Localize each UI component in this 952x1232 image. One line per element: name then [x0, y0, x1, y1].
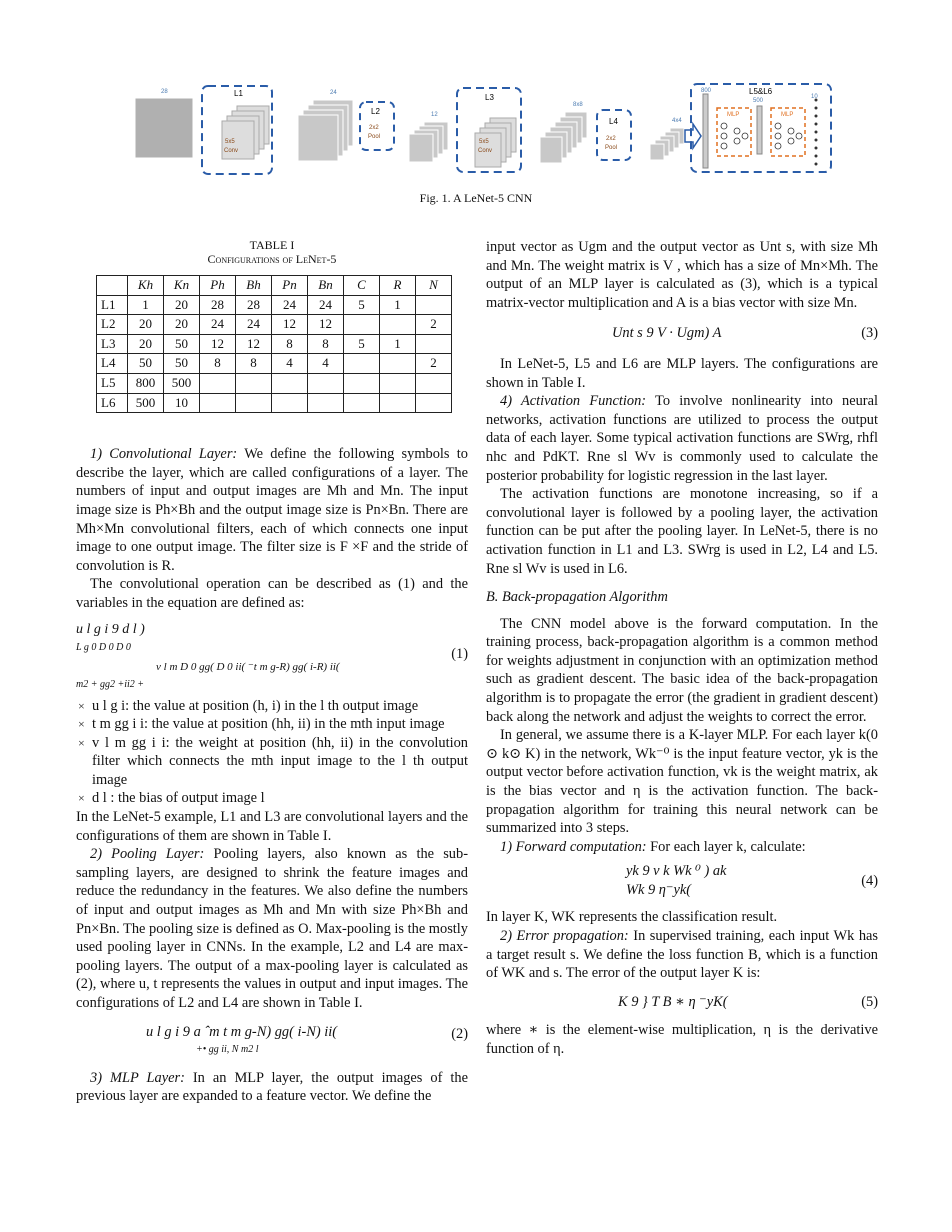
table-header-row: Kh Kn Ph Bh Pn Bn C R N [97, 276, 452, 296]
mlp-paragraph-1: 3) MLP Layer: In an MLP layer, the output images of the previous layer are expanded to a feature vector. We define the [76, 1069, 468, 1105]
l3-label: L3 [485, 93, 494, 102]
activation-paragraph-1: 4) Activation Function: To involve nonlinearity into neural networks, activation functions are utilized to process the output data of each layer. Some typical activation functions are SWrg, rhfl nhc and PdKT. Rne sl Wv is commonly used to calculate the posterior probability for logistic regression in the last layer. [486, 393, 878, 484]
forward-paragraph: 1) Forward computation: For each layer k, calculate: [500, 838, 806, 855]
right-column [486, 238, 878, 1059]
svg-text:2x2: 2x2 [606, 136, 616, 142]
conv-paragraph-2: The convolutional operation can be described as (1) and the variables in the equation are defined as: [76, 576, 468, 611]
forward-heading: 1) Forward computation: [500, 838, 647, 855]
svg-text:MLP: MLP [781, 112, 794, 118]
definition-list [76, 697, 468, 809]
activation-heading: 4) Activation Function: [500, 393, 647, 410]
svg-text:MLP: MLP [727, 112, 740, 118]
backprop-section-heading: B. Back-propagation Algorithm [486, 589, 668, 606]
input-image [135, 98, 193, 158]
conv-paragraph-3: In the LeNet-5 example, L1 and L3 are convolutional layers and the configurations of them are shown in Table I. [76, 809, 468, 844]
svg-text:500: 500 [753, 98, 764, 104]
equation-1: u l g i 9 d l ) L g 0 D 0 D 0 v l m D 0 gg( D 0 ii( ⁻t m g‑R) gg( i‑R) ii( m2 + gg2 +ii2 + (1) [76, 621, 468, 691]
mlp-paragraph-2: input vector as Ugm and the output vector as Unt s, with size Mh and Mn. The weight matrix is V , which has a size of Mn×Mh. The output of an MLP layer is calculated as (3), which is a typical matrix-vector multiplication and A is a bias vector with size Mn. [486, 239, 878, 311]
label-8x8: 8x8 [573, 102, 583, 108]
equation-5: K 9 } T B ∗ η ⁻yK( (5) [618, 993, 878, 1010]
svg-text:Pool: Pool [605, 145, 618, 151]
table-caption: TABLE I [249, 238, 295, 252]
conv-heading: 1) Convolutional Layer: [90, 446, 238, 463]
activation-paragraph-2: The activation functions are monotone increasing, so if a convolutional layer is followed by a pooling layer, the activation function can be put after the pooling layer. In LeNet-5, there is no activation function in L1 and L3. SWrg is used in L2, L4 and L5. Rne sl Wv is used in L6. [486, 486, 878, 577]
table-row: L3 20 50 12 12 8 8 5 1 [97, 334, 452, 354]
table-subtitle: Configurations of LeNet-5 [207, 252, 337, 266]
left-column [76, 238, 468, 1106]
backprop-paragraph-2: In general, we assume there is a K-layer MLP. For each layer k(0 ⊙ k⊙ K) in the network, Wk⁻⁰ is the input feature vector, yk is the output vector before activation function, vk is the weight matrix, ak is the bias vector and η is the activation function. The back-propagation algorithm for training this neural network can be summarized into 3 steps. [486, 727, 878, 837]
label-28: 28 [161, 89, 168, 95]
svg-text:Pool: Pool [368, 134, 381, 140]
backprop-paragraph-1: The CNN model above is the forward computation. In the training process, back-propagation algorithm is a common method for weights adjustment in conjunction with an optimization method such as gradient descent. The basic idea of the back-propagation algorithm is to propagate the error (the gradient in gradient descent) back along the network and adjust the weights to correct the error. [486, 615, 878, 725]
label-24: 24 [330, 90, 337, 96]
pool-heading: 2) Pooling Layer: [90, 846, 205, 863]
table-row: L4 50 50 8 8 4 4 2 [97, 354, 452, 374]
l56-label: L5&L6 [749, 87, 773, 96]
equation-4: yk 9 v k Wk ⁰ ) ak Wk 9 η⁻yk( (4) [626, 863, 878, 898]
error-paragraph-2: where ∗ is the element-wise multiplication, η is the derivative function of η. [486, 1022, 878, 1057]
list-item: × t m gg i i: the value at position (hh, ii) in the mth input image [92, 715, 468, 734]
figure-caption: Fig. 1. A LeNet-5 CNN [419, 191, 533, 205]
svg-text:Conv: Conv [224, 148, 239, 154]
list-item: × u l g i: the value at position (h, i) in the l th output image [92, 697, 468, 716]
l4-label: L4 [609, 117, 618, 126]
table-row: L2 20 20 24 24 12 12 2 [97, 315, 452, 335]
pool-paragraph: 2) Pooling Layer: Pooling layers, also known as the sub-sampling layers, are designed to shrink the feature images and reduce the redundancy in the features. We also define the numbers of input and output images as Mh and Mn with size Ph×Bh and Pn×Bn. The pooling size is defined as O. Max-pooling is the mostly used pooling layer in CNNs. In the example, L2 and L4 are max-pooling layers. The output of a max-pooling layer is calculated as (2), where u, t represents the values in output and input images. The configurations of L2 and L4 are shown in Table I. [76, 846, 468, 1011]
list-item: × v l m gg i i: the weight at position (hh, ii) in the convolution filter which connects the mth input image to the l th output image [92, 734, 468, 790]
list-item: × d l : the bias of output image l [92, 789, 468, 808]
lenet-figure [125, 78, 835, 178]
error-paragraph-1: 2) Error propagation: In supervised training, each input Wk has a target result s. We define the loss function B, which is a function of WK and s. The error of the output layer K is: [486, 928, 879, 982]
forward-paragraph-2: In layer K, WK represents the classification result. [486, 909, 778, 926]
l2-label: L2 [371, 107, 380, 116]
svg-text:5x5: 5x5 [479, 139, 489, 145]
mlp-paragraph-3: In LeNet-5, L5 and L6 are MLP layers. The configurations are shown in Table I. [486, 355, 878, 391]
svg-text:5x5: 5x5 [225, 139, 235, 145]
svg-text:10: 10 [811, 94, 818, 100]
lenet-diagram [125, 78, 835, 178]
label-12: 12 [431, 112, 438, 118]
config-table [96, 275, 452, 413]
mlp-heading: 3) MLP Layer: [90, 1069, 185, 1086]
equation-2: u l g i 9 a ˆm t m g‑N) gg( i‑N) ii( +• gg ii, N m2 l (2) [146, 1023, 468, 1056]
label-4x4: 4x4 [672, 118, 682, 124]
table-row: L1 1 20 28 28 24 24 5 1 [97, 295, 452, 315]
l1-label: L1 [234, 89, 243, 98]
error-heading: 2) Error propagation: [500, 928, 629, 944]
equation-3: Unt s 9 V · Ugm) A (3) [612, 325, 878, 342]
svg-text:800: 800 [701, 88, 712, 94]
table-row: L5 800 500 [97, 373, 452, 393]
svg-text:2x2: 2x2 [369, 125, 379, 131]
table-row: L6 500 10 [97, 393, 452, 413]
svg-text:Conv: Conv [478, 148, 493, 154]
conv-paragraph-1: 1) Convolutional Layer: We define the following symbols to describe the layer, which are called configurations of a layer. The numbers of input and output images are Mh and Mn. The input image size is Ph×Bh and the output image size is Pn×Bn. There are Mh×Mn convolutional filters, each of which connects one input image to one output image. The filter size is F ×F and the stride of convolution is R. [76, 446, 468, 574]
